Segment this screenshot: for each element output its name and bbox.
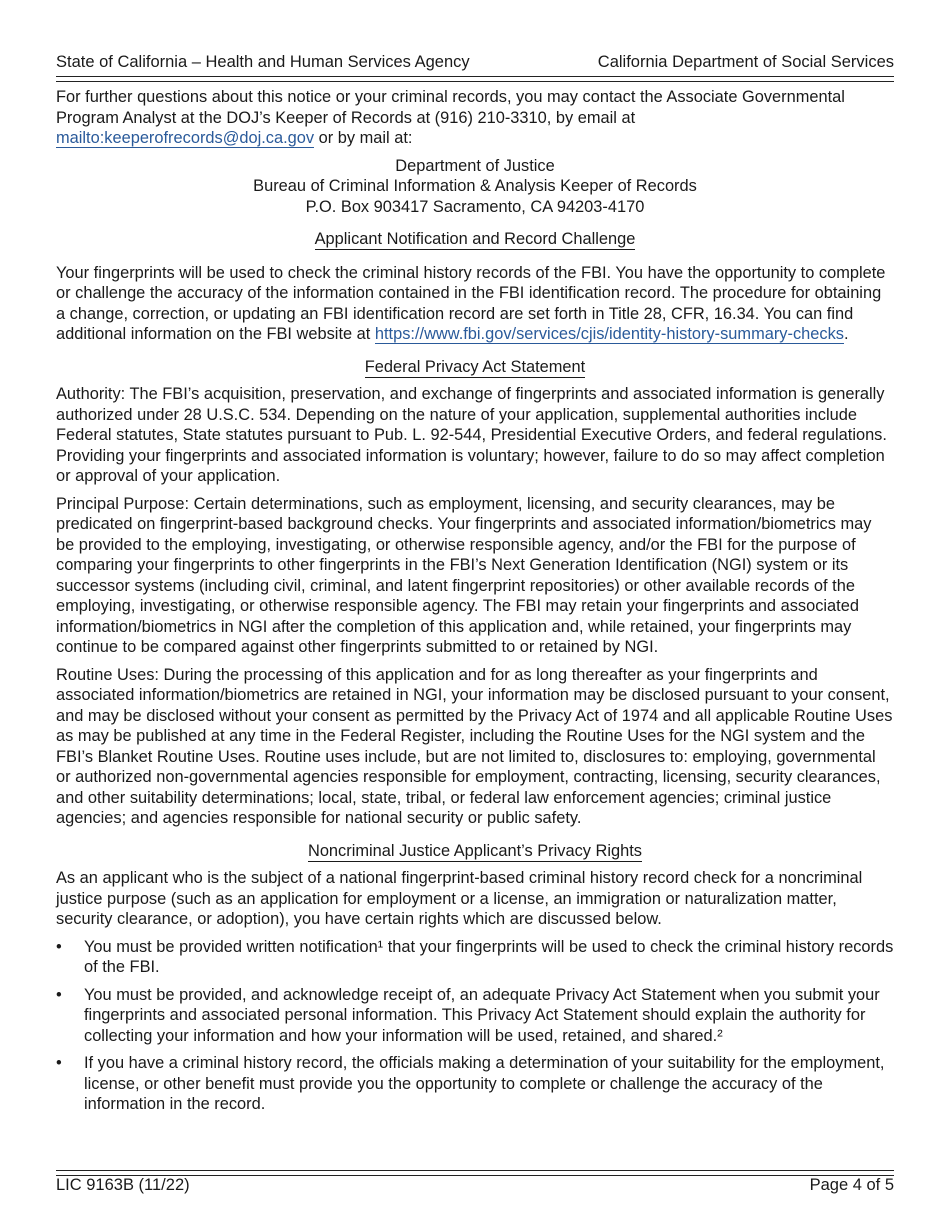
address-line: P.O. Box 903417 Sacramento, CA 94203-4170 — [305, 197, 645, 216]
list-item: • If you have a criminal history record, the officials making a determination of your suitability for the employment, license, or other benefit must provide you the opportunity to complete or challenge the accuracy of the information in the record. — [56, 1054, 885, 1113]
page-footer — [56, 1175, 894, 1195]
mailing-address — [56, 156, 894, 218]
principal-purpose-paragraph: Principal Purpose: Certain determinations, such as employment, licensing, and security clearances, may be predicated on fingerprint-based background checks. Your fingerprints and associated information/biometrics may be provided to the employing, investigating, or otherwise responsible agency, and/or the FBI for the purpose of comparing your fingerprints to other fingerprints in the FBI’s Next Generation Identification (NGI) system or its successor systems (including civil, criminal, and latent fingerprint repositories) or other available records of the employing, investigating, or otherwise responsible agency. The FBI may retain your fingerprints and associated information/biometrics in NGI after the completion of this application and, while retained, your fingerprints may continue to be compared against other fingerprints submitted to or retained by NGI. — [56, 494, 872, 656]
privacy-rights-list — [56, 937, 894, 1115]
page-header — [56, 52, 894, 72]
header-department: California Department of Social Services — [597, 53, 894, 71]
section-heading-privacy-rights: Noncriminal Justice Applicant’s Privacy Rights — [307, 841, 642, 860]
header-divider — [56, 76, 894, 82]
bullet-icon: • — [56, 985, 62, 1004]
list-item: • You must be provided, and acknowledge receipt of, an adequate Privacy Act Statement when you submit your fingerprints and associated personal information. This Privacy Act Statement should explain the authority for collecting your information and how your information will be used, retained, and shared.² — [56, 985, 880, 1045]
header-agency: State of California – Health and Human Services Agency — [56, 53, 470, 71]
section-heading-applicant-notification: Applicant Notification and Record Challenge — [314, 230, 636, 248]
address-line: Bureau of Criminal Information & Analysis Keeper of Records — [253, 177, 697, 195]
bullet-icon: • — [56, 1054, 62, 1072]
address-line: Department of Justice — [395, 156, 555, 175]
list-item: • You must be provided written notification¹ that your fingerprints will be used to check the criminal history records of the FBI. — [56, 937, 894, 976]
fbi-website-link[interactable]: https://www.fbi.gov/services/cjis/identity-history-summary-checks — [374, 325, 844, 343]
form-number: LIC 9163B (11/22) — [56, 1176, 190, 1194]
applicant-notification-paragraph: Your fingerprints will be used to check the criminal history records of the FBI. You have the opportunity to complete or challenge the accuracy of the information contained in the FBI identification record. The procedure for obtaining a change, correction, or updating an FBI identification record are set forth in Title 28, CFR, 16.34. You can find additional information on the FBI website at https://www.fbi.gov/services/cjis/identity-history-summary-checks. — [56, 263, 886, 343]
page-content — [56, 87, 894, 1122]
bullet-icon: • — [56, 937, 62, 956]
email-link[interactable]: mailto:keeperofrecords@doj.ca.gov — [56, 129, 315, 147]
page-number: Page 4 of 5 — [809, 1176, 894, 1194]
contact-paragraph: For further questions about this notice or your criminal records, you may contact the Associate Governmental Program Analyst at the DOJ’s Keeper of Records at (916) 210-3310, by email at mailto:keeperofrecords@doj.ca.gov or by mail at: — [56, 88, 845, 147]
privacy-rights-intro: As an applicant who is the subject of a national fingerprint-based criminal history record check for a noncriminal justice purpose (such as an application for employment or a license, an immigration or naturalization matter, security clearance, or adoption), you have certain rights which are discussed below. — [56, 869, 863, 928]
routine-uses-paragraph: Routine Uses: During the processing of this application and for as long thereafter as your fingerprints and associated information/biometrics are retained in NGI, your information may be disclosed pursuant to your consent, and may be disclosed without your consent as permitted by the Privacy Act of 1974 and all applicable Routine Uses as may be published at any time in the Federal Register, including the Routine Uses for the NGI system and the FBI’s Blanket Routine Uses. Routine uses include, but are not limited to, disclosures to: employing, governmental or authorized non-governmental agencies responsible for employment, contracting, licensing, security clearances, and other suitability determinations; local, state, tribal, or federal law enforcement agencies; criminal justice agencies; and agencies responsible for national security or public safety. — [56, 665, 893, 827]
authority-paragraph: Authority: The FBI’s acquisition, preservation, and exchange of fingerprints and associated information is generally authorized under 28 U.S.C. 534. Depending on the nature of your application, supplemental authorities include Federal statutes, State statutes pursuant to Pub. L. 92-544, Presidential Executive Orders, and federal regulations. Providing your fingerprints and associated information is voluntary; however, failure to do so may affect completion or approval of your application. — [56, 385, 887, 485]
section-heading-privacy-act: Federal Privacy Act Statement — [364, 357, 586, 376]
